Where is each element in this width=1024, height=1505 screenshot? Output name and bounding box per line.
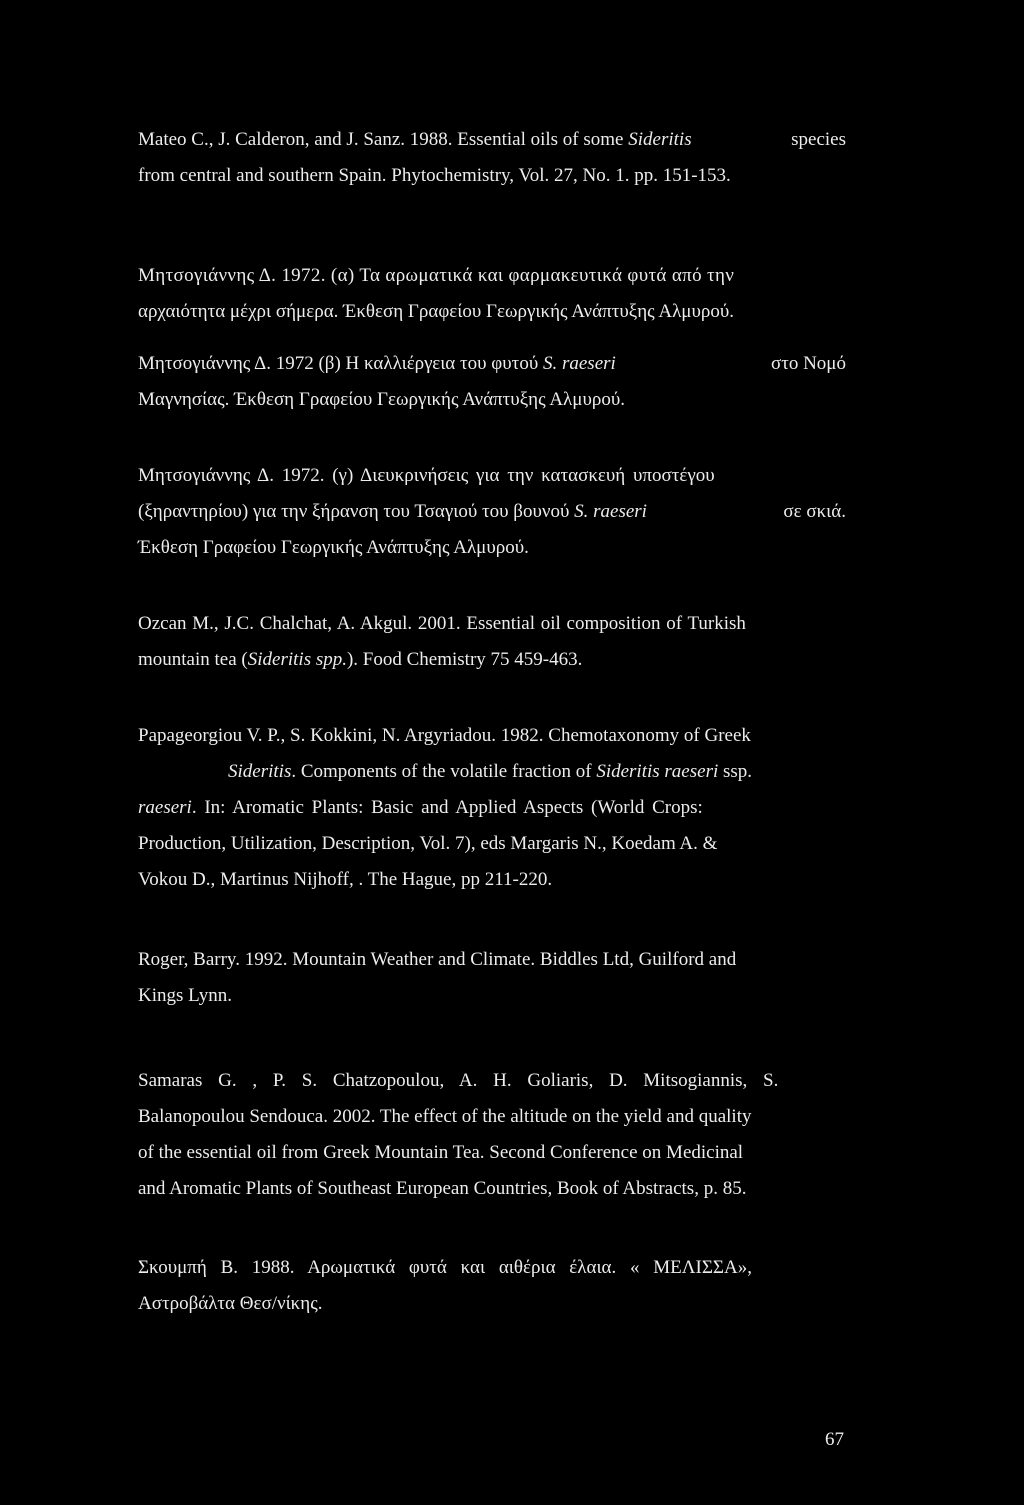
reference-line: Sideritis. Components of the volatile fraction of Sideritis raeseri ssp. xyxy=(228,761,753,782)
reference-mpitsogiannis-c xyxy=(138,458,846,566)
reference-line: Production, Utilization, Description, Vol. 7), eds Margaris N., Koedam A. & xyxy=(138,833,718,854)
reference-line: mountain tea (Sideritis spp.). Food Chemistry 75 459-463. xyxy=(138,649,583,670)
reference-papageorgiou xyxy=(138,718,846,898)
reference-line: Αστροβάλτα Θεσ/νίκης. xyxy=(138,1293,323,1314)
reference-samaras xyxy=(138,1063,846,1207)
reference-line: Μητσογιάννης Δ. 1972. (α) Τα αρωματικά και φαρμακευτικά φυτά από την xyxy=(138,265,735,286)
reference-ozcan xyxy=(138,606,846,678)
reference-line: Μητσογιάννης Δ. 1972 (β) Η καλλιέργεια του φυτού S. raeseri στο Νομό xyxy=(138,353,846,374)
reference-line: Samaras G. , P. S. Chatzopoulou, A. H. Goliaris, D. Mitsogiannis, S. xyxy=(138,1070,779,1091)
reference-roger xyxy=(138,942,846,1014)
reference-line: Balanopoulou Sendouca. 2002. The effect of the altitude on the yield and quality xyxy=(138,1106,752,1127)
reference-line: Ozcan M., J.C. Chalchat, A. Akgul. 2001. Essential oil composition of Turkish xyxy=(138,613,746,634)
reference-line: Μητσογιάννης Δ. 1972. (γ) Διευκρινήσεις για την κατασκευή υποστέγου xyxy=(138,465,715,486)
reference-line: Έκθεση Γραφείου Γεωργικής Ανάπτυξης Αλμυρού. xyxy=(138,537,529,558)
page-number: 67 xyxy=(825,1429,844,1450)
reference-line: Σκουμπή Β. 1988. Αρωματικά φυτά και αιθέρια έλαια. « ΜΕΛΙΣΣΑ», xyxy=(138,1257,752,1278)
reference-skoumpi xyxy=(138,1250,846,1322)
reference-line: Mateo C., J. Calderon, and J. Sanz. 1988. Essential oils of some Sideritis species xyxy=(138,129,846,150)
reference-line: and Aromatic Plants of Southeast European Countries, Book of Abstracts, p. 85. xyxy=(138,1178,747,1199)
reference-mpitsogiannis-b xyxy=(138,346,846,418)
reference-mateo xyxy=(138,122,846,194)
reference-line: Kings Lynn. xyxy=(138,985,232,1006)
reference-line: (ξηραντηρίου) για την ξήρανση του Τσαγιού του βουνού S. raeseri σε σκιά. xyxy=(138,501,846,522)
reference-line: from central and southern Spain. Phytochemistry, Vol. 27, No. 1. pp. 151-153. xyxy=(138,165,731,186)
reference-line: raeseri. In: Aromatic Plants: Basic and Applied Aspects (World Crops: xyxy=(138,797,703,818)
reference-line: Roger, Barry. 1992. Mountain Weather and Climate. Biddles Ltd, Guilford and xyxy=(138,949,737,970)
reference-mpitsogiannis-a xyxy=(138,258,846,330)
reference-line: of the essential oil from Greek Mountain Tea. Second Conference on Medicinal xyxy=(138,1142,744,1163)
reference-line: Papageorgiou V. P., S. Kokkini, N. Argyriadou. 1982. Chemotaxonomy of Greek xyxy=(138,725,751,746)
reference-line: Μαγνησίας. Έκθεση Γραφείου Γεωργικής Ανάπτυξης Αλμυρού. xyxy=(138,389,625,410)
reference-line: Vokou D., Martinus Nijhoff, . The Hague, pp 211-220. xyxy=(138,869,553,890)
reference-line: αρχαιότητα μέχρι σήμερα. Έκθεση Γραφείου Γεωργικής Ανάπτυξης Αλμυρού. xyxy=(138,301,735,322)
